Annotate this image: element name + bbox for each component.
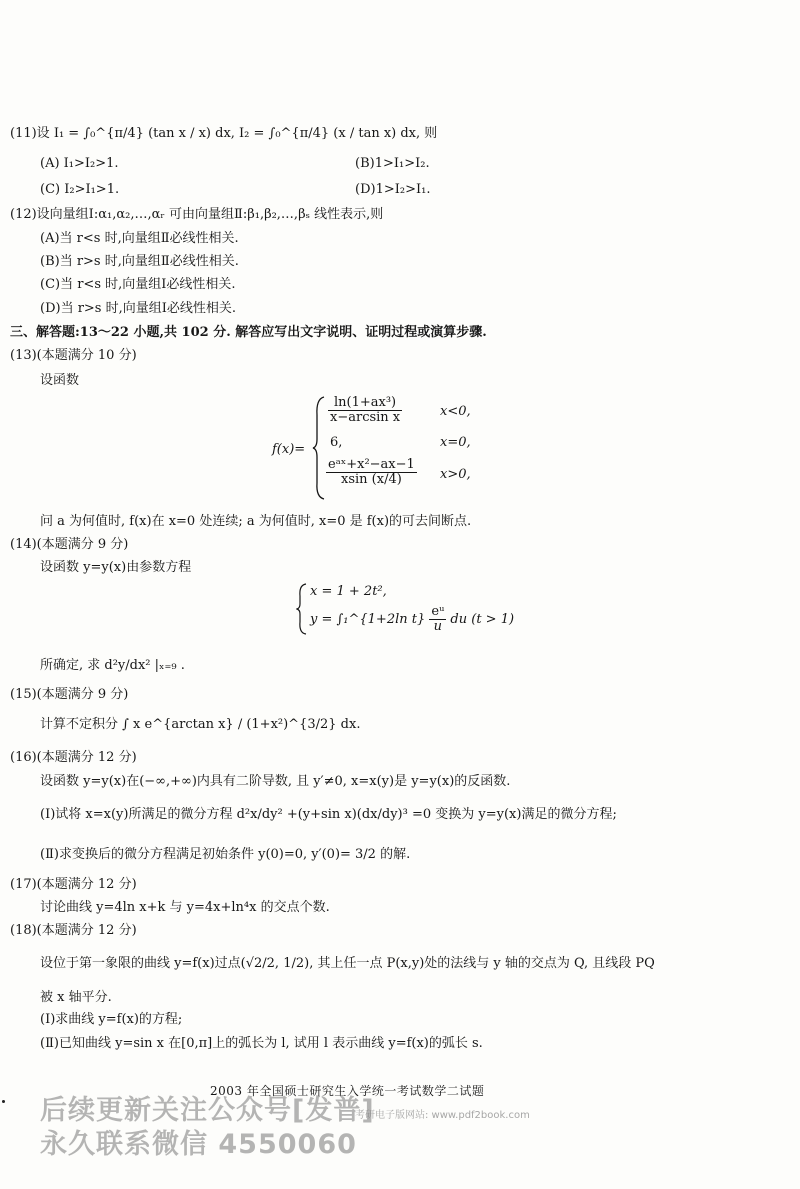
- q14-equation-x: x = 1 + 2t²,: [310, 584, 387, 599]
- q13-question: 问 a 为何值时, f(x)在 x=0 处连续; a 为何值时, x=0 是 f(x)的可去间断点.: [40, 514, 472, 529]
- q18-part2: (Ⅱ)已知曲线 y=sin x 在[0,π]上的弧长为 l, 试用 l 表示曲线 y=f(x)的弧长 s.: [40, 1036, 483, 1051]
- q17-heading: (17)(本题满分 12 分): [10, 877, 137, 892]
- q12-option-d: (D)当 r>s 时,向量组Ⅰ必线性相关.: [40, 301, 237, 316]
- q14-equation-y-right: du (t > 1): [450, 612, 515, 627]
- q18-heading: (18)(本题满分 12 分): [10, 923, 137, 938]
- q13-fx-label: f(x)=: [272, 442, 306, 457]
- q13-case3-condition: x>0,: [440, 467, 471, 482]
- q14-fraction-denominator: u: [433, 619, 443, 634]
- q11-option-c: (C) I₂>I₁>1.: [40, 182, 120, 197]
- q14-intro: 设函数 y=y(x)由参数方程: [40, 560, 192, 575]
- q13-left-brace: [312, 395, 326, 501]
- q12-option-a: (A)当 r<s 时,向量组Ⅱ必线性相关.: [40, 231, 239, 246]
- q13-case3: [326, 458, 417, 487]
- q17-question: 讨论曲线 y=4ln x+k 与 y=4x+ln⁴x 的交点个数.: [40, 900, 330, 915]
- q13-case1-denominator: x−arcsin x: [330, 410, 401, 425]
- q16-heading: (16)(本题满分 12 分): [10, 750, 137, 765]
- q14-left-brace: [296, 582, 308, 636]
- q14-heading: (14)(本题满分 9 分): [10, 537, 129, 552]
- q14-fraction-numerator: eᵘ: [431, 604, 445, 619]
- watermark-line-1: 后续更新关注公众号[发普]: [40, 1095, 375, 1126]
- page-footer-title: 2003 年全国硕士研究生入学统一考试数学二试题: [210, 1084, 485, 1098]
- q12-option-c: (C)当 r<s 时,向量组Ⅰ必线性相关.: [40, 277, 236, 292]
- q13-heading: (13)(本题满分 10 分): [10, 348, 137, 363]
- section-3-heading: 三、解答题:13～22 小题,共 102 分. 解答应写出文字说明、证明过程或演算步骤.: [10, 325, 487, 340]
- q18-line2: 被 x 轴平分.: [40, 990, 112, 1005]
- q12-stem: (12)设向量组Ⅰ:α₁,α₂,…,αᵣ 可由向量组Ⅱ:β₁,β₂,…,βₛ 线性表示,则: [10, 207, 384, 222]
- q16-part1: (Ⅰ)试将 x=x(y)所满足的微分方程 d²x/dy² +(y+sin x)(dx/dy)³ =0 变换为 y=y(x)满足的微分方程;: [40, 807, 617, 822]
- q14-equation-y-left: y = ∫₁^{1+2ln t}: [310, 612, 426, 627]
- scan-speck: [2, 1100, 5, 1103]
- q16-intro: 设函数 y=y(x)在(−∞,+∞)内具有二阶导数, 且 y′≠0, x=x(y)是 y=y(x)的反函数.: [40, 774, 511, 789]
- q13-case1: [328, 396, 402, 425]
- q13-case3-denominator: xsin (x/4): [341, 472, 402, 487]
- q13-case2: 6,: [330, 435, 343, 450]
- q13-intro: 设函数: [40, 373, 80, 388]
- q18-part1: (Ⅰ)求曲线 y=f(x)的方程;: [40, 1012, 183, 1027]
- q15-question: 计算不定积分 ∫ x e^{arctan x} / (1+x²)^{3/2} dx.: [40, 717, 361, 732]
- q11-option-a: (A) I₁>I₂>1.: [40, 156, 119, 171]
- q13-case1-condition: x<0,: [440, 404, 471, 419]
- q13-case2-condition: x=0,: [440, 435, 471, 450]
- q13-case3-numerator: eᵃˣ+x²−ax−1: [328, 457, 415, 472]
- q11-stem: (11)设 I₁ = ∫₀^{π/4} (tan x / x) dx, I₂ = ∫₀^{π/4} (x / tan x) dx, 则: [10, 126, 438, 141]
- q11-option-d: (D)1>I₂>I₁.: [355, 182, 431, 197]
- q18-line1: 设位于第一象限的曲线 y=f(x)过点(√2/2, 1/2), 其上任一点 P(x,y)处的法线与 y 轴的交点为 Q, 且线段 PQ: [40, 956, 655, 971]
- watermark-url: 考研电子版网站: www.pdf2book.com: [355, 1110, 530, 1121]
- q14-question: 所确定, 求 d²y/dx² |ₓ₌₉ .: [40, 658, 185, 673]
- q16-part2: (Ⅱ)求变换后的微分方程满足初始条件 y(0)=0, y′(0)= 3/2 的解.: [40, 847, 411, 862]
- q14-equation-y: [310, 605, 514, 634]
- q11-option-b: (B)1>I₁>I₂.: [355, 156, 430, 171]
- q13-case1-numerator: ln(1+ax³): [328, 396, 402, 411]
- watermark-line-2: 永久联系微信 4550060: [40, 1129, 357, 1160]
- q12-option-b: (B)当 r>s 时,向量组Ⅱ必线性相关.: [40, 254, 239, 269]
- q15-heading: (15)(本题满分 9 分): [10, 687, 129, 702]
